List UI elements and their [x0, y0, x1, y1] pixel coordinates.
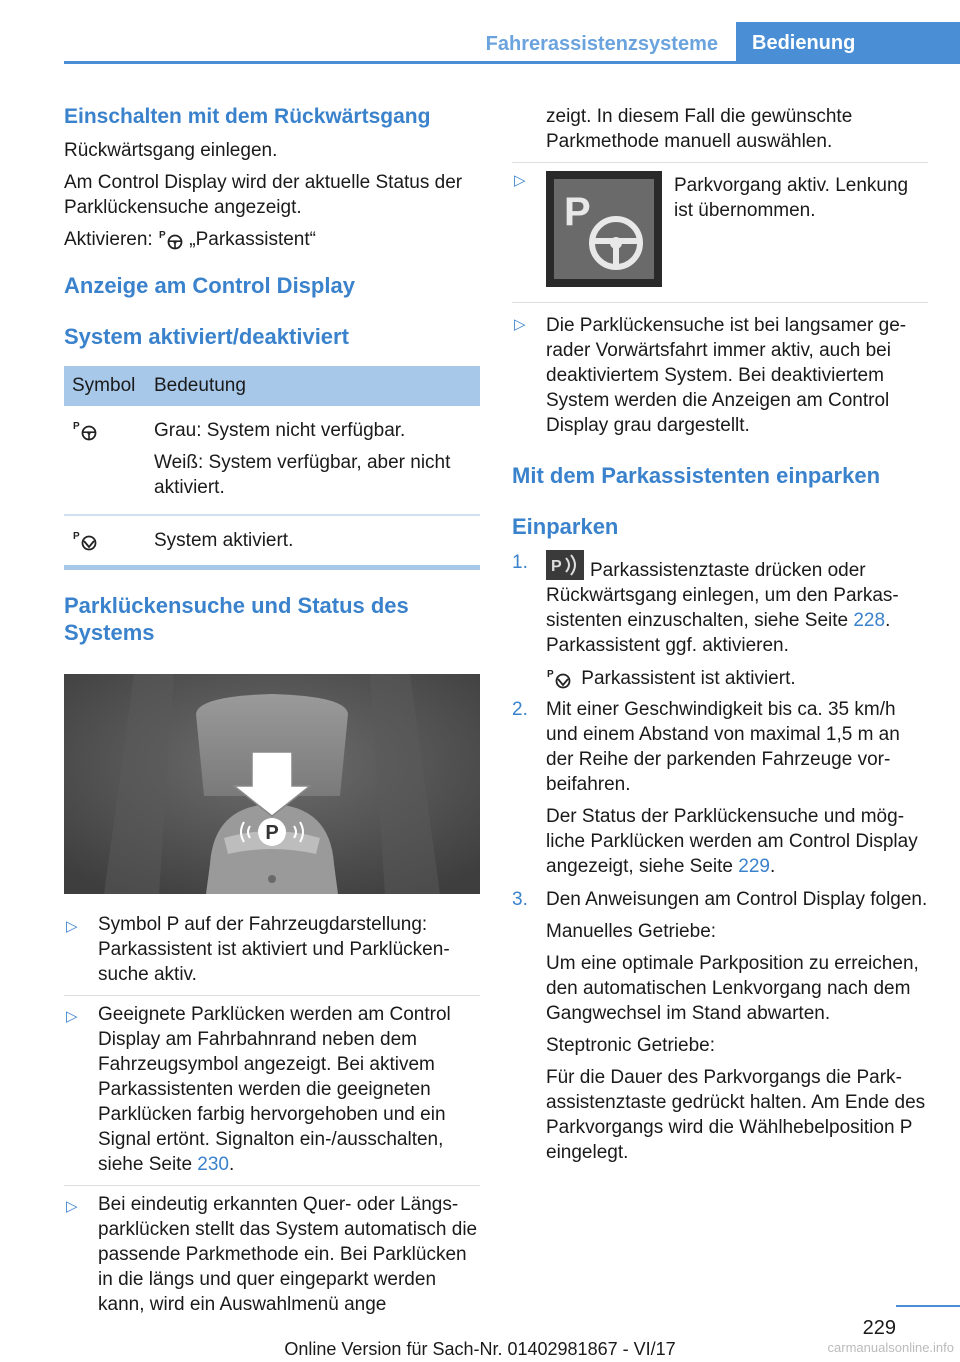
header-tab-bedienung: Bedienung [736, 22, 960, 62]
parking-assist-icon [158, 229, 184, 251]
text-rueck1: Rückwärtsgang einlegen. [64, 140, 278, 161]
list-item-parkvorgang-aktiv [512, 162, 928, 302]
car-display-illustration [64, 674, 480, 894]
symbol-table [64, 366, 480, 570]
table-row [64, 406, 480, 515]
table-cell-weiss: Weiß: System verfügbar, aber nicht aktiviert. [154, 452, 451, 498]
page-link-229[interactable]: 229 [738, 856, 770, 877]
step-number: 1. [512, 552, 528, 573]
online-version-note: Online Version für Sach-Nr. 01402981867 - VI/17 [284, 1339, 676, 1359]
text-aktivieren-pre: Aktivieren: [64, 229, 153, 250]
parking-assist-icon [72, 420, 98, 442]
footer-rule [896, 1305, 960, 1307]
step-number: 3. [512, 889, 528, 910]
table-header-symbol: Symbol [64, 366, 146, 406]
svg-text:P: P [564, 190, 591, 234]
text-continued: zeigt. In diesem Fall die gewünschte Parkmethode manuell auswählen. [546, 106, 853, 152]
heading-einparken: Einparken [512, 514, 619, 539]
heading-system: System aktiviert/deaktiviert [64, 324, 349, 349]
svg-text:P: P [73, 420, 80, 432]
table-cell-aktiviert: System aktiviert. [146, 515, 480, 568]
page-number: 229 [862, 1317, 896, 1339]
triangle-bullet-icon: ▷ [66, 918, 78, 935]
text-aktivieren-post: „Parkassistent“ [189, 229, 316, 250]
heading-parkluecken-suche: Parklückensuche und Status des Systems [64, 593, 409, 645]
triangle-bullet-icon: ▷ [514, 172, 526, 189]
parking-assist-active-icon [72, 530, 98, 552]
text-rueck2: Am Control Display wird der aktuelle Status der Parklückensuche angezeigt. [64, 172, 463, 218]
list-item: ▷ Geeignete Parklücken werden am Control Display am Fahrbahnrand neben dem Fahrzeugsymbol angezeigt. Bei aktivem Parkassistenten werden die geeigneten Parklücken farbig hervorgehoben und ein Signal ertönt. Signalton ein-/ausschalten, siehe Seite 230. [64, 995, 480, 1185]
list-item: ▷ Symbol P auf der Fahrzeugdarstellung: Parkassistent ist aktiviert und Parklückensuche aktiv. [66, 914, 450, 985]
list-item: ▷ Bei eindeutig erkannten Quer- oder Längsparklücken stellt das System automatisch die passende Parkmethode ein. Bei Parklücken in die längs und quer eingeparkt werden kann, wird ein Auswahlmenü ange [64, 1185, 480, 1325]
heading-anzeige: Anzeige am Control Display [64, 273, 355, 298]
right-column [512, 100, 928, 1165]
table-row [64, 515, 480, 568]
list-item: 3. Den Anweisungen am Control Display folgen. Manuelles Getriebe: Um eine optimale Parkposition zu erreichen, den automatischen Lenkvorgang nach dem Gangwechsel im Stand abwarten. Steptronic Getriebe: Für die Dauer des Parkvorgangs die Parkassistenztaste gedrückt halten. Am Ende des Parkvorgangs wird die Wählhebelposition P eingelegt. [512, 889, 928, 1163]
svg-text:P: P [265, 822, 279, 844]
list-item: 1. P Parkassistenztaste drücken oder Rückwärtsgang einlegen, um den Parkassistenten einzuschalten, siehe Seite 228. Parkassistent ggf. aktivieren. P Parkassistent ist aktiviert. [512, 552, 899, 689]
text-aktivieren [64, 227, 480, 252]
heading-einparken-mit: Mit dem Parkassistenten einparken [512, 463, 881, 488]
table-header-bedeutung: Bedeutung [146, 366, 480, 406]
parking-button-icon [546, 550, 584, 580]
parking-active-steering-icon [546, 171, 662, 287]
header-section-title: Fahrerassistenzsysteme [485, 33, 718, 55]
step-number: 2. [512, 699, 528, 720]
triangle-bullet-icon: ▷ [66, 1198, 78, 1215]
list-item: 2. Mit einer Geschwindigkeit bis ca. 35 km/h und einem Abstand von maximal 1,5 m an der Reihe der parkenden Fahrzeuge vorbeifahren. Der Status der Parklückensuche und mögliche Parklücken werden am Control Display angezeigt, siehe Seite 229. [512, 699, 918, 877]
svg-text:P: P [551, 558, 562, 575]
page-link-230[interactable]: 230 [197, 1154, 229, 1175]
table-cell-grau: Grau: System nicht verfügbar. [154, 420, 406, 441]
svg-text:P: P [73, 530, 80, 542]
parking-assist-active-icon [546, 668, 572, 690]
text-parkvorgang-aktiv: Parkvorgang aktiv. Lenkung ist übernommen. [674, 175, 909, 221]
header-rule [64, 61, 960, 64]
steps-list [512, 550, 928, 1165]
list-item-parkluecken-suche: ▷ Die Parklückensuche ist bei langsamer gerader Vorwärtsfahrt immer aktiv, auch bei deaktiviertem System. Bei deaktiviertem System werden die Anzeigen am Control Display grau dargestellt. [512, 302, 928, 438]
left-column [64, 100, 480, 1325]
watermark: carmanualsonline.info [827, 1340, 954, 1355]
triangle-bullet-icon: ▷ [66, 1008, 78, 1025]
svg-text:P: P [158, 229, 166, 241]
heading-rueckwaertsgang: Einschalten mit dem Rückwärtsgang [64, 105, 431, 128]
svg-text:P: P [547, 668, 554, 680]
page-link-228[interactable]: 228 [853, 610, 886, 631]
status-bullet-list [64, 906, 480, 1325]
triangle-bullet-icon: ▷ [514, 316, 526, 333]
